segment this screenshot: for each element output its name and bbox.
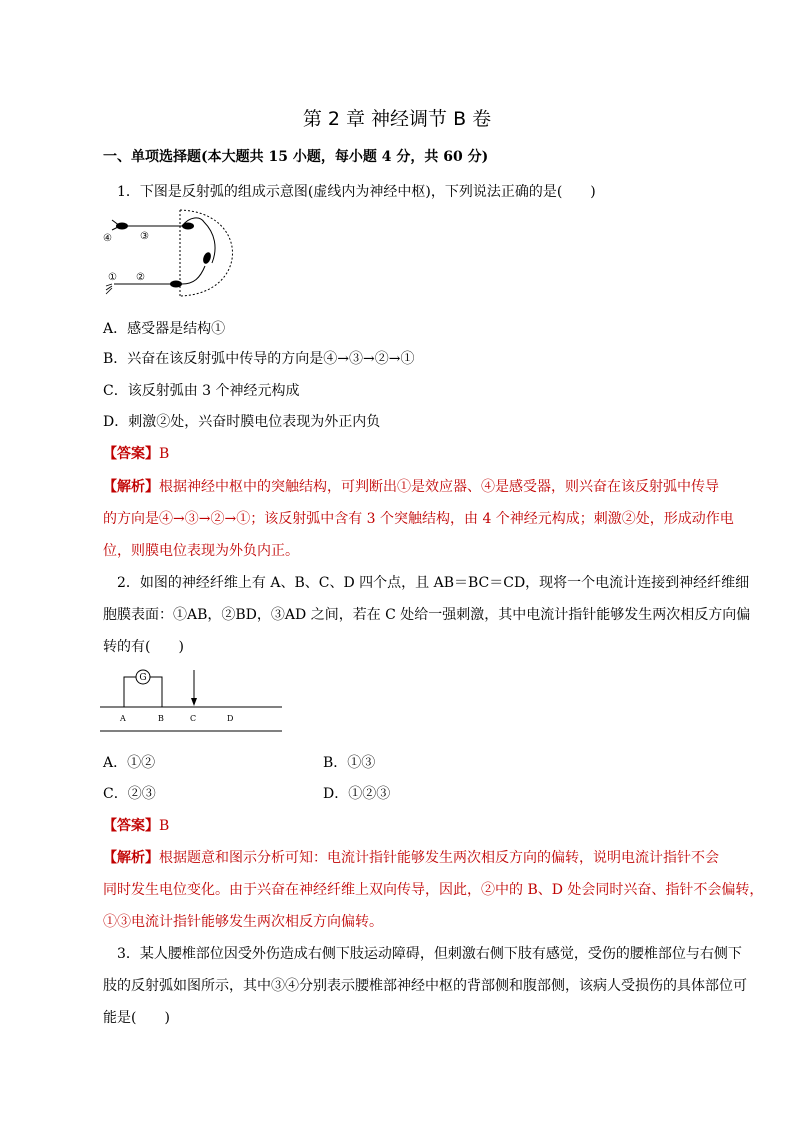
q1-analysis-line-2: 的方向是④→③→②→①；该反射弧中含有 3 个突触结构，由 4 个神经元构成；刺激②处，形成动作电 — [103, 511, 734, 527]
q2-analysis-line-2: 同时发生电位变化。由于兴奋在神经纤维上双向传导，因此，②中的 B、D 处会同时兴奋、指针不会偏转， — [103, 882, 764, 898]
q1-label-1: ① — [108, 272, 117, 283]
q1-option-b: B．兴奋在该反射弧中传导的方向是④→③→②→① — [103, 351, 415, 367]
q1-option-d: D．刺激②处，兴奋时膜电位表现为外正内负 — [103, 414, 381, 430]
q1-label-2: ② — [136, 272, 145, 283]
q1-analysis-line-3: 位，则膜电位表现为外负内正。 — [103, 543, 299, 559]
answer-tag: 【答案】 — [103, 446, 159, 462]
q1-stem: 1．下图是反射弧的组成示意图(虚线内为神经中枢)，下列说法正确的是( ) — [117, 184, 596, 200]
q3-stem-line-2: 肢的反射弧如图所示，其中③④分别表示腰椎部神经中枢的背部侧和腹部侧，该病人受损伤的具体部位可 — [103, 978, 747, 994]
q3-stem-line-3: 能是( ) — [103, 1010, 170, 1026]
q1-label-4: ④ — [103, 233, 112, 244]
q1-answer — [103, 443, 169, 463]
q2-analysis-text-1: 根据题意和图示分析可知：电流计指针能够发生两次相反方向的偏转，说明电流计指针不会 — [159, 850, 719, 866]
point-c: C — [190, 714, 197, 723]
q2-option-a: A．①② — [103, 755, 156, 771]
q1-option-a: A．感受器是结构① — [103, 321, 226, 337]
q1-analysis-line-1 — [103, 476, 719, 496]
q2-answer-value: B — [159, 818, 170, 834]
q1-analysis-text-1: 根据神经中枢中的突触结构，可判断出①是效应器、④是感受器，则兴奋在该反射弧中传导 — [159, 479, 719, 495]
q2-stem-line-3: 转的有( ) — [103, 639, 184, 655]
answer-tag: 【答案】 — [103, 818, 159, 834]
q1-option-c: C．该反射弧由 3 个神经元构成 — [103, 383, 300, 399]
q1-label-3: ③ — [140, 231, 149, 242]
q2-stem-line-1: 2．如图的神经纤维上有 A、B、C、D 四个点，且 AB＝BC＝CD，现将一个电流计连接到神经纤维细 — [117, 575, 750, 591]
q1-reflex-arc-figure — [100, 208, 240, 298]
q2-option-c: C．②③ — [103, 786, 156, 802]
page-title: 第 2 章 神经调节 B 卷 — [302, 108, 492, 130]
q2-stem-line-2: 胞膜表面：①AB，②BD，③AD 之间，若在 C 处给一强刺激，其中电流计指针能够发生两次相反方向偏 — [103, 607, 751, 623]
galvanometer-label: G — [139, 673, 147, 683]
q2-nerve-fiber-figure — [100, 664, 284, 734]
point-b: B — [158, 714, 164, 723]
point-d: D — [227, 714, 234, 723]
q2-option-d: D．①②③ — [323, 786, 391, 802]
analysis-tag: 【解析】 — [103, 850, 159, 866]
q1-answer-value: B — [159, 446, 170, 462]
section-heading: 一、单项选择题(本大题共 15 小题，每小题 4 分，共 60 分) — [103, 149, 489, 165]
q2-answer — [103, 815, 169, 835]
q2-analysis-line-3: ①③电流计指针能够发生两次相反方向偏转。 — [103, 914, 383, 930]
q2-option-b: B．①③ — [323, 755, 376, 771]
q3-stem-line-1: 3．某人腰椎部位因受外伤造成右侧下肢运动障碍，但刺激右侧下肢有感觉，受伤的腰椎部位与右侧下 — [117, 946, 742, 962]
analysis-tag: 【解析】 — [103, 479, 159, 495]
point-a: A — [120, 714, 126, 723]
q2-analysis-line-1 — [103, 847, 719, 867]
